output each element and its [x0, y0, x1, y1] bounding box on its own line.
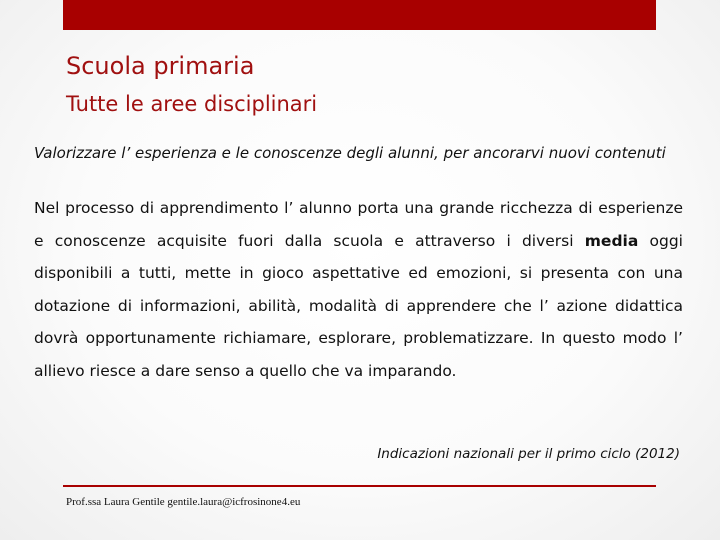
body-paragraph	[34, 192, 683, 387]
body-bold-term: media	[584, 231, 639, 250]
body-text-start: Nel processo di apprendimento l’ alunno porta una grande ricchezza di esperienze e conoscenze acquisite fuori dalla scuola e attraverso i diversi	[34, 199, 683, 250]
lead-statement: Valorizzare l’ esperienza e le conoscenze degli alunni, per ancorarvi nuovi contenuti	[34, 144, 666, 162]
slide-subtitle: Tutte le aree disciplinari	[66, 92, 318, 116]
slide-title: Scuola primaria	[66, 52, 255, 80]
source-citation: Indicazioni nazionali per il primo ciclo (2012)	[377, 446, 680, 462]
footer-divider	[63, 485, 656, 487]
body-text-end: oggi disponibili a tutti, mette in gioco aspettative ed emozioni, si presenta con una dotazione di informazioni, abilità, modalità di apprendere che l’ azione didattica dovrà opportunamente richiamare, esplorare, problematizzare. In questo modo l’ allievo riesce a dare senso a quello che va imparando.	[34, 231, 683, 380]
footer-author: Prof.ssa Laura Gentile gentile.laura@icfrosinone4.eu	[66, 496, 301, 508]
top-accent-bar	[63, 0, 656, 30]
